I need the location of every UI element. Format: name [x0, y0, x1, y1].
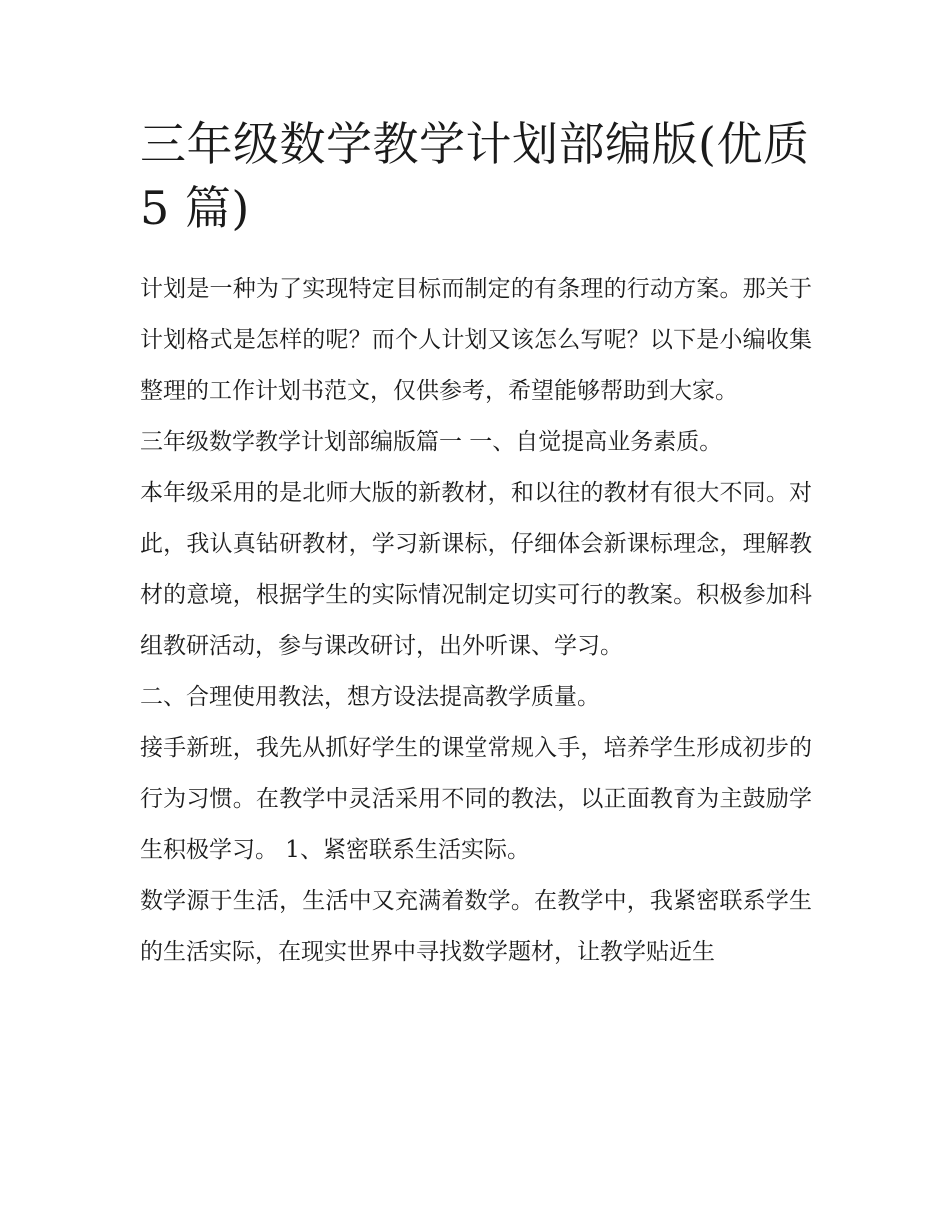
document-body — [140, 264, 812, 978]
paragraph-section-one-heading: 三年级数学教学计划部编版篇一 一、自觉提高业务素质。 — [140, 429, 723, 455]
document-page — [140, 112, 812, 978]
paragraph-section-two-heading: 二、合理使用教法，想方设法提高教学质量。 — [140, 684, 600, 710]
paragraph-math-life: 数学源于生活，生活中又充满着数学。在教学中，我紧密联系学生的生活实际，在现实世界中寻找数学题材，让教学贴近生 — [140, 888, 812, 965]
paragraph-textbook: 本年级采用的是北师大版的新教材，和以往的教材有很大不同。对此，我认真钻研教材，学习新课标，仔细体会新课标理念，理解教材的意境，根据学生的实际情况制定切实可行的教案。积极参加科组教研活动，参与课改研讨，出外听课、学习。 — [140, 480, 812, 659]
paragraph-class-routine: 接手新班，我先从抓好学生的课堂常规入手，培养学生形成初步的行为习惯。在教学中灵活采用不同的教法，以正面教育为主鼓励学生积极学习。 1、紧密联系生活实际。 — [140, 735, 812, 863]
document-title: 三年级数学教学计划部编版(优质 5 篇) — [140, 117, 810, 235]
paragraph-intro: 计划是一种为了实现特定目标而制定的有条理的行动方案。那关于计划格式是怎样的呢？而个人计划又该怎么写呢？以下是小编收集整理的工作计划书范文，仅供参考，希望能够帮助到大家。 — [140, 276, 812, 404]
